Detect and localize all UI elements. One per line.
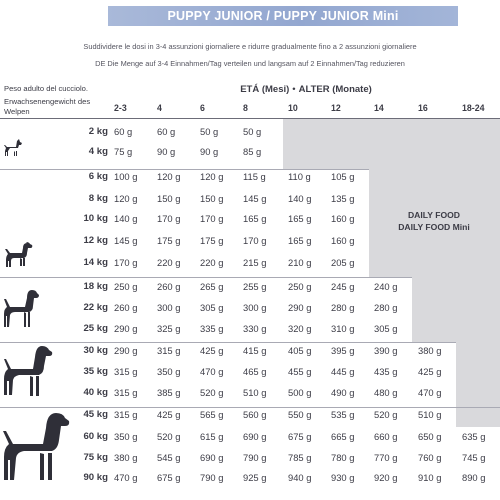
table-cell: 510 g	[243, 387, 267, 398]
table-cell: 280 g	[374, 302, 398, 313]
table-cell: 690 g	[243, 431, 267, 442]
grey-area-bottom	[456, 342, 500, 427]
table-cell: 120 g	[157, 171, 181, 182]
weight-label: 22 kg	[83, 302, 108, 313]
table-cell: 425 g	[157, 409, 181, 420]
table-cell: 300 g	[157, 302, 181, 313]
age-column-header: 12	[331, 103, 341, 113]
table-cell: 205 g	[331, 257, 355, 268]
age-column-header: 6	[200, 103, 205, 113]
weight-label: 10 kg	[83, 213, 108, 224]
weight-label: 25 kg	[83, 323, 108, 334]
age-column-header: 4	[157, 103, 162, 113]
table-cell: 520 g	[374, 409, 398, 420]
table-cell: 790 g	[200, 472, 224, 483]
table-cell: 60 g	[157, 126, 176, 137]
table-cell: 145 g	[114, 235, 138, 246]
table-cell: 50 g	[200, 126, 219, 137]
table-cell: 380 g	[418, 345, 442, 356]
grey-area-low	[412, 277, 500, 342]
daily-food-line2: DAILY FOOD Mini	[398, 222, 470, 232]
table-cell: 535 g	[331, 409, 355, 420]
table-cell: 240 g	[374, 281, 398, 292]
table-cell: 315 g	[114, 366, 138, 377]
grey-area-top	[283, 119, 500, 169]
table-cell: 170 g	[243, 235, 267, 246]
table-cell: 315 g	[114, 409, 138, 420]
table-cell: 90 g	[157, 146, 176, 157]
group-divider	[0, 277, 412, 278]
weight-label: 18 kg	[83, 281, 108, 292]
table-cell: 290 g	[114, 323, 138, 334]
table-cell: 470 g	[200, 366, 224, 377]
table-cell: 150 g	[157, 193, 181, 204]
small-dog-icon	[4, 238, 34, 268]
table-cell: 445 g	[331, 366, 355, 377]
table-cell: 380 g	[114, 452, 138, 463]
table-cell: 790 g	[243, 452, 267, 463]
table-cell: 350 g	[114, 431, 138, 442]
table-cell: 260 g	[114, 302, 138, 313]
age-column-header: 2-3	[114, 103, 127, 113]
table-cell: 490 g	[331, 387, 355, 398]
table-cell: 660 g	[374, 431, 398, 442]
table-cell: 165 g	[243, 213, 267, 224]
table-cell: 910 g	[418, 472, 442, 483]
age-header-it: ETÁ (Mesi)	[240, 84, 290, 95]
table-cell: 650 g	[418, 431, 442, 442]
table-cell: 425 g	[200, 345, 224, 356]
table-cell: 220 g	[157, 257, 181, 268]
table-cell: 140 g	[288, 193, 312, 204]
table-cell: 405 g	[288, 345, 312, 356]
table-cell: 925 g	[243, 472, 267, 483]
table-cell: 425 g	[418, 366, 442, 377]
age-column-header: 18-24	[462, 103, 485, 113]
table-cell: 50 g	[243, 126, 262, 137]
table-cell: 550 g	[288, 409, 312, 420]
table-cell: 455 g	[288, 366, 312, 377]
instructions-it: Suddividere le dosi in 3-4 assunzioni giornaliere e ridurre gradualmente fino a 2 assunzioni giornaliere	[83, 42, 417, 51]
table-cell: 145 g	[243, 193, 267, 204]
tiny-dog-icon	[2, 138, 24, 158]
table-cell: 75 g	[114, 146, 133, 157]
weight-label: 90 kg	[83, 472, 108, 483]
giant-dog-icon	[2, 411, 72, 483]
table-cell: 210 g	[288, 257, 312, 268]
table-cell: 250 g	[288, 281, 312, 292]
table-cell: 760 g	[418, 452, 442, 463]
table-cell: 315 g	[157, 345, 181, 356]
table-cell: 335 g	[200, 323, 224, 334]
table-cell: 390 g	[374, 345, 398, 356]
table-cell: 255 g	[243, 281, 267, 292]
table-cell: 745 g	[462, 452, 486, 463]
table-cell: 330 g	[243, 323, 267, 334]
table-cell: 305 g	[200, 302, 224, 313]
table-cell: 115 g	[243, 171, 266, 182]
table-cell: 110 g	[288, 171, 311, 182]
table-cell: 310 g	[331, 323, 355, 334]
weight-label: 60 kg	[83, 431, 108, 442]
table-cell: 520 g	[157, 431, 181, 442]
table-cell: 675 g	[157, 472, 181, 483]
table-cell: 930 g	[331, 472, 355, 483]
weight-label: 8 kg	[88, 193, 108, 204]
weight-label: 35 kg	[83, 366, 108, 377]
table-cell: 565 g	[200, 409, 224, 420]
table-cell: 170 g	[200, 213, 224, 224]
table-cell: 120 g	[114, 193, 138, 204]
age-column-header: 14	[374, 103, 384, 113]
weight-label: 75 kg	[83, 452, 108, 463]
instructions-de: DE Die Menge auf 3-4 Einnahmen/Tag verteilen und langsam auf 2 Einnahmen/Tag reduzieren	[95, 59, 405, 68]
table-cell: 350 g	[157, 366, 181, 377]
table-cell: 615 g	[200, 431, 224, 442]
table-cell: 395 g	[331, 345, 355, 356]
table-cell: 770 g	[374, 452, 398, 463]
table-cell: 175 g	[200, 235, 224, 246]
table-cell: 675 g	[288, 431, 312, 442]
table-cell: 150 g	[200, 193, 224, 204]
age-header-de: ALTER (Monate)	[298, 84, 372, 95]
table-cell: 245 g	[331, 281, 355, 292]
table-cell: 480 g	[374, 387, 398, 398]
table-cell: 140 g	[114, 213, 138, 224]
table-cell: 290 g	[288, 302, 312, 313]
weight-label: 12 kg	[83, 235, 108, 246]
table-cell: 90 g	[200, 146, 219, 157]
table-cell: 545 g	[157, 452, 181, 463]
table-cell: 315 g	[114, 387, 138, 398]
table-cell: 890 g	[462, 472, 486, 483]
table-cell: 305 g	[374, 323, 398, 334]
page-title: PUPPY JUNIOR / PUPPY JUNIOR Mini	[108, 6, 458, 26]
table-cell: 160 g	[331, 213, 355, 224]
weight-header-it: Peso adulto del cucciolo.	[4, 84, 89, 93]
age-column-header: 16	[418, 103, 428, 113]
table-cell: 635 g	[462, 431, 486, 442]
table-cell: 500 g	[288, 387, 312, 398]
table-cell: 385 g	[157, 387, 181, 398]
group-divider	[0, 169, 369, 170]
table-cell: 560 g	[243, 409, 267, 420]
table-cell: 215 g	[243, 257, 267, 268]
age-column-header: 10	[288, 103, 298, 113]
table-cell: 290 g	[114, 345, 138, 356]
table-cell: 435 g	[374, 366, 398, 377]
table-cell: 470 g	[114, 472, 138, 483]
table-cell: 665 g	[331, 431, 355, 442]
weight-label: 40 kg	[83, 387, 108, 398]
table-cell: 415 g	[243, 345, 267, 356]
table-cell: 60 g	[114, 126, 133, 137]
table-cell: 940 g	[288, 472, 312, 483]
weight-header-de: Erwachsenengewicht des Welpen	[4, 97, 91, 116]
table-cell: 780 g	[331, 452, 355, 463]
weight-label: 4 kg	[88, 146, 108, 157]
table-cell: 785 g	[288, 452, 312, 463]
daily-food-line1: DAILY FOOD	[407, 210, 461, 220]
table-cell: 690 g	[200, 452, 224, 463]
age-columns	[112, 103, 500, 115]
table-cell: 165 g	[288, 235, 312, 246]
table-cell: 100 g	[114, 171, 138, 182]
age-header-separator: •	[292, 84, 296, 95]
age-column-header: 8	[243, 103, 248, 113]
medium-dog-icon	[2, 288, 40, 330]
table-cell: 260 g	[157, 281, 181, 292]
table-cell: 470 g	[418, 387, 442, 398]
table-cell: 300 g	[243, 302, 267, 313]
large-dog-icon	[2, 344, 54, 399]
table-cell: 510 g	[418, 409, 442, 420]
table-cell: 465 g	[243, 366, 267, 377]
table-cell: 120 g	[200, 171, 224, 182]
weight-label: 2 kg	[88, 126, 108, 137]
weight-label: 30 kg	[83, 345, 108, 356]
daily-food-label	[368, 209, 500, 233]
table-cell: 170 g	[114, 257, 138, 268]
group-divider	[0, 407, 500, 408]
table-cell: 85 g	[243, 146, 262, 157]
table-cell: 920 g	[374, 472, 398, 483]
table-cell: 220 g	[200, 257, 224, 268]
table-cell: 280 g	[331, 302, 355, 313]
weight-label: 45 kg	[83, 409, 108, 420]
table-cell: 265 g	[200, 281, 224, 292]
table-cell: 105 g	[331, 171, 355, 182]
table-cell: 160 g	[331, 235, 355, 246]
table-cell: 320 g	[288, 323, 312, 334]
table-cell: 250 g	[114, 281, 138, 292]
age-header	[112, 84, 500, 95]
table-cell: 135 g	[331, 193, 355, 204]
table-cell: 165 g	[288, 213, 312, 224]
weight-label: 14 kg	[83, 257, 108, 268]
table-cell: 520 g	[200, 387, 224, 398]
table-cell: 170 g	[157, 213, 181, 224]
table-cell: 325 g	[157, 323, 181, 334]
group-divider	[0, 342, 456, 343]
weight-label: 6 kg	[88, 171, 108, 182]
table-cell: 175 g	[157, 235, 181, 246]
